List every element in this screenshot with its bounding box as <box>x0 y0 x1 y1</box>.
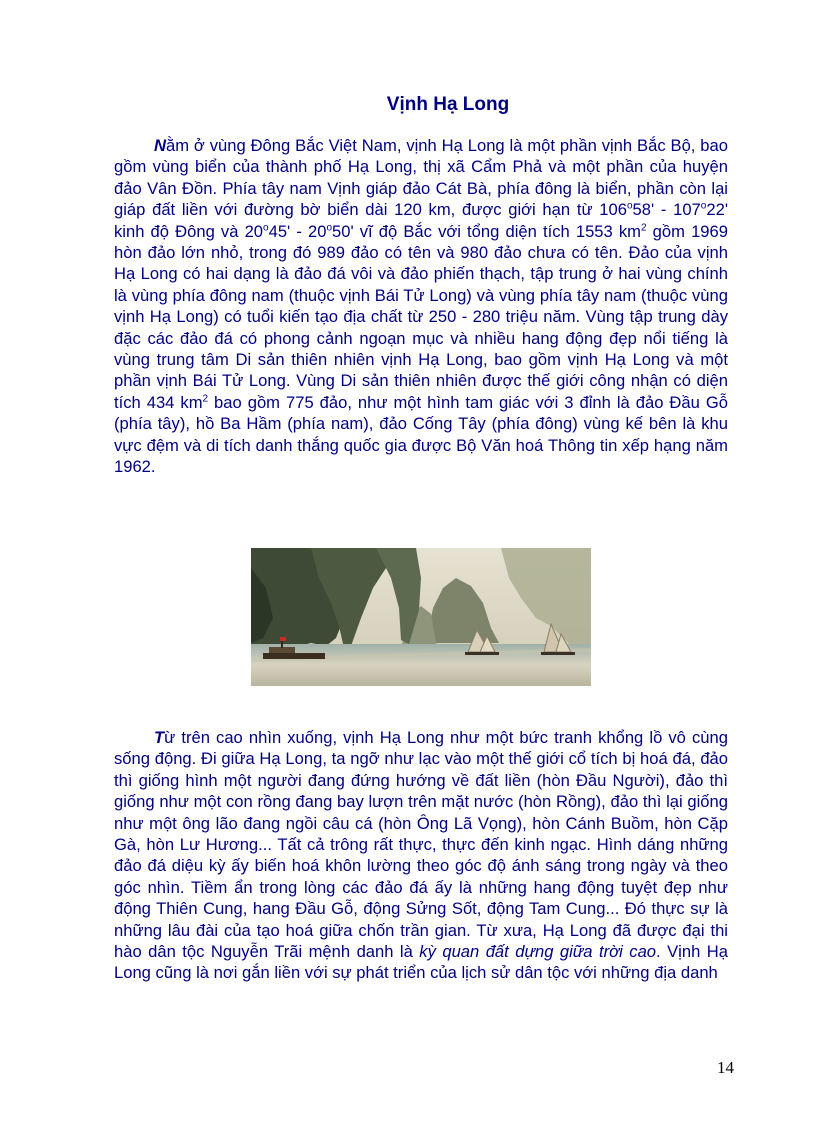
degree-sup: o <box>326 222 333 234</box>
squared-sup: 2 <box>641 222 647 234</box>
text-run: 58' - 107 <box>632 200 701 220</box>
text-run: . Vịnh Hạ Long cũng là nơi gắn liền với sự phát triển của lịch sử dân tộc với những địa danh <box>114 942 728 983</box>
drop-cap: T <box>154 728 165 747</box>
page-title: Vịnh Hạ Long <box>386 94 510 115</box>
degree-sup: o <box>263 222 269 234</box>
text-run: 45' - 20 <box>268 221 327 241</box>
squared-sup: 2 <box>202 393 209 405</box>
text-run: 50' vĩ độ Bắc với tổng diện tích 1553 km <box>332 221 641 241</box>
paragraph-description <box>114 727 728 984</box>
text-run: 22' kinh độ Đông và 20 <box>114 200 728 241</box>
text-run: ừ trên cao nhìn xuống, vịnh Hạ Long như một bức tranh khổng lồ vô cùng sống động. Đi giữa Hạ Long, ta ngỡ như lạc vào một thế giới cổ tích bị hoá đá, đảo thì giống hình một người đang đứng hướng về đất liền (hòn Đầu Người), đảo thì giống như một con rồng đang bay lượn trên mặt nước (hòn Rồng), đảo thì lại giống như một ông lão đang ngồi câu cá (hòn Ông Lã Vọng), hòn Cánh Buồm, hòn Cặp Gà, hòn Lư Hương... Tất cả trông rất thực, thực đến kinh ngạc. Hình dáng những đảo đá diệu kỳ ấy biến hoá khôn lường theo góc độ ánh sáng trong ngày và theo góc nhìn. Tiềm ẩn trong lòng các đảo đá ấy là những hang động tuyệt đẹp như động Thiên Cung, hang Đầu Gỗ, động Sửng Sốt, động Tam Cung... Đó thực sự là những lâu đài của tạo hoá giữa chốn trần gian. Từ xưa, Hạ Long đã được đại thi hào dân tộc Nguyễn Trãi mệnh danh là <box>114 728 728 962</box>
text-run: bao gồm 775 đảo, như một hình tam giác với 3 đỉnh là đảo Đầu Gỗ (phía tây), hồ Ba Hầm (phía nam), đảo Cống Tây (phía đông) vùng kế bên là khu vực đệm và di tích danh thắng quốc gia được Bộ Văn hoá Thông tin xếp hạng năm 1962. <box>114 392 728 477</box>
degree-sup: o <box>700 200 707 212</box>
italic-quote: kỳ quan đất dựng giữa trời cao <box>419 942 657 962</box>
text-run: ằm ở vùng Đông Bắc Việt Nam, vịnh Hạ Long là một phần vịnh Bắc Bộ, bao gồm vùng biển của thành phố Hạ Long, thị xã Cẩm Phả và một phần của huyện đảo Vân Đồn. Phía tây nam Vịnh giáp đảo Cát Bà, phía đông là biển, phần còn lại giáp đất liền với đường bờ biển dài 120 km, được giới hạn từ 106 <box>114 136 728 220</box>
ha-long-bay-photo <box>251 548 591 686</box>
degree-sup: o <box>626 200 633 212</box>
text-run: gồm 1969 hòn đảo lớn nhỏ, trong đó 989 đảo có tên và 980 đảo chưa có tên. Đảo của vịnh Hạ Long có hai dạng là đảo đá vôi và đảo phiến thạch, tập trung ở hai vùng chính là vùng phía đông nam (thuộc vịnh Bái Tử Long) và vùng phía tây nam (thuộc vùng vịnh Hạ Long) có tuổi kiến tạo địa chất từ 250 - 280 triệu năm. Vùng tập trung dày đặc các đảo đá có phong cảnh ngoạn mục và nhiều hang động đẹp nổi tiếng là vùng trung tâm Di sản thiên nhiên vịnh Hạ Long, bao gồm vịnh Hạ Long và một phần vịnh Bái Tử Long. Vùng Di sản thiên nhiên được thế giới công nhận có diện tích 434 km <box>114 221 728 412</box>
drop-cap: N <box>154 136 166 155</box>
page-number: 14 <box>717 1058 734 1077</box>
paragraph-intro <box>114 135 728 478</box>
